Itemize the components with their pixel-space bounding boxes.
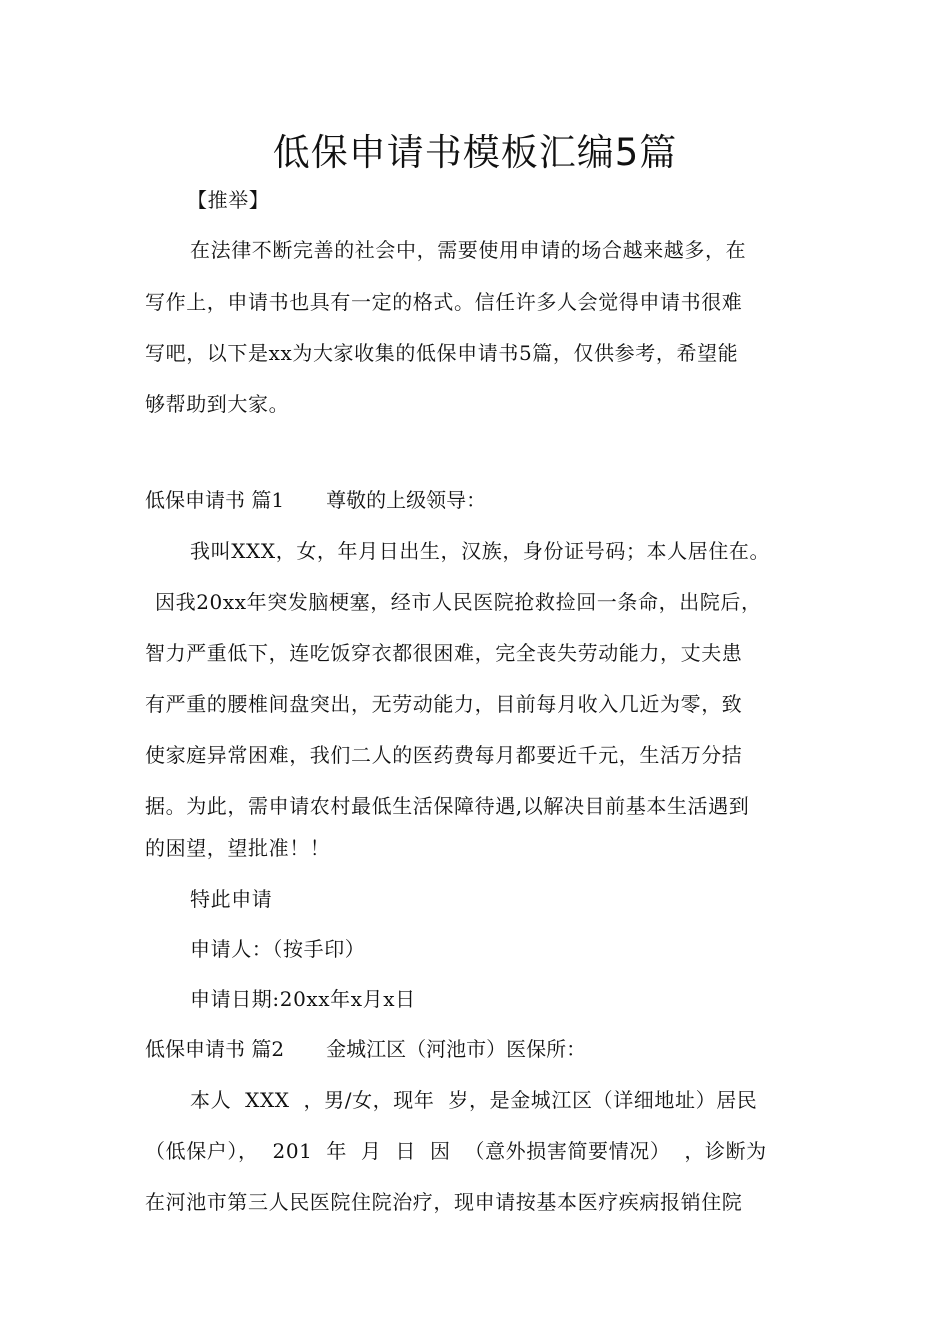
body-line: 据。为此，需申请农村最低生活保障待遇,以解决目前基本生活遇到 [145,794,750,818]
document-title: 低保申请书模板汇编5篇 [272,131,678,174]
body-line: 智力严重低下，连吃饭穿衣都很困难，完全丧失劳动能力，丈夫患 [145,641,743,665]
body-line: 的困望，望批准！！ [145,836,331,860]
section-1-title: 低保申请书 篇1 [145,488,285,512]
body-line: 使家庭异常困难，我们二人的医药费每月都要近千元，生活万分拮 [145,743,743,767]
applicant-line: 申请人：（按手印） [190,937,366,961]
body-line: 在河池市第三人民医院住院治疗，现申请按基本医疗疾病报销住院 [145,1190,743,1214]
body-line: （低保户）， 201 年 月 日 因 （意外损害简要情况） ，诊断为 [145,1139,767,1163]
section-heading [145,486,486,514]
section-2-title: 低保申请书 篇2 [145,1037,285,1061]
section-2-salutation: 金城江区（河池市）医保所： [326,1037,587,1061]
intro-line: 写作上，申请书也具有一定的格式。信任许多人会觉得申请书很难 [145,290,743,314]
body-line: 本人 XXX ，男/女，现年 岁，是金城江区（详细地址）居民 [190,1088,758,1112]
intro-line: 在法律不断完善的社会中，需要使用申请的场合越来越多，在 [190,238,747,262]
section-1-salutation: 尊敬的上级领导： [326,488,487,512]
body-line: 我叫XXX，女，年月日出生，汉族，身份证号码；本人居住在。 [190,539,771,563]
intro-line: 写吧，以下是xx为大家收集的低保申请书5篇，仅供参考，希望能 [145,341,739,365]
closing-text: 特此申请 [190,887,273,911]
body-line: 有严重的腰椎间盘突出，无劳动能力，目前每月收入几近为零，致 [145,692,743,716]
date-line: 申请日期:20xx年x月x日 [190,987,416,1011]
intro-line: 够帮助到大家。 [145,392,290,416]
section-heading [145,1035,586,1063]
recommend-tag: 【推举】 [187,188,270,212]
body-line: 因我20xx年突发脑梗塞，经市人民医院抢救捡回一条命，出院后， [155,590,762,614]
